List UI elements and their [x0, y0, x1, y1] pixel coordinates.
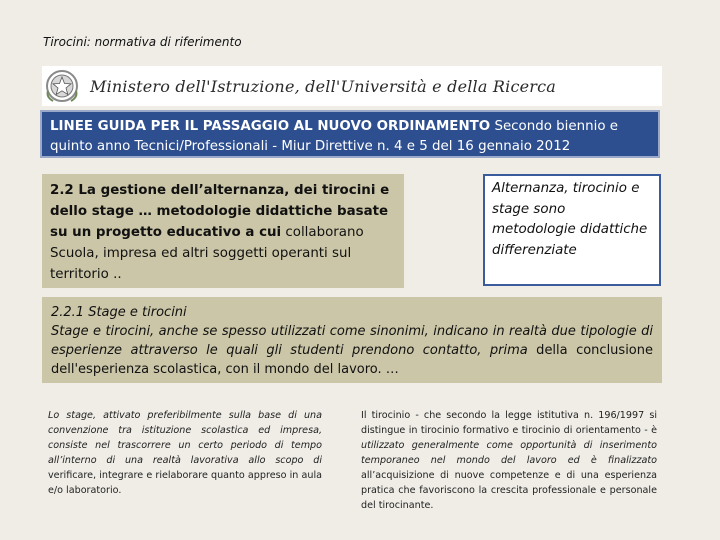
section-2-2-rest: collaborano Scuola, impresa ed altri soggetti operanti sul territorio ..	[50, 225, 364, 282]
ministry-banner	[42, 66, 662, 106]
section-2-2-box	[42, 174, 404, 288]
tirocinio-description-c: all’acquisizione di nuove competenze e di una esperienza pratica che favoriscono la crescita professionale e personale del tirocinante.	[361, 470, 657, 511]
tirocinio-description-a: Il tirocinio - che secondo la legge istitutiva n. 196/1997 si distingue in tirocinio formativo e tirocinio di orientamento - è	[361, 410, 657, 436]
section-2-2-1-heading: 2.2.1 Stage e tirocini	[51, 305, 187, 320]
tirocinio-description-b: utilizzato generalmente come opportunità di inserimento temporaneo nel mondo del lavoro ed è finalizzato	[361, 440, 657, 466]
methodology-callout: Alternanza, tirocinio e stage sono metodologie didattiche differenziate	[483, 174, 661, 286]
stage-description-a: Lo stage, attivato preferibilmente sulla base di una convenzione tra istituzione scolastica ed impresa, consiste nel trascorrere un certo periodo di tempo all’interno di una realtà lavorativa allo scopo di	[48, 410, 322, 466]
section-2-2-1-text-a: Stage e tirocini, anche se spesso utilizzati come sinonimi, indicano in realtà due tipologie di esperienze attraverso le quali gli studenti prendono contatto, prima	[51, 324, 653, 358]
italian-republic-emblem-icon	[42, 66, 82, 106]
section-2-2-bold: 2.2 La gestione dell’alternanza, dei tirocini e dello stage … metodologie didattiche basate su un progetto educativo a cui	[50, 183, 390, 240]
tirocinio-description	[361, 408, 657, 513]
stage-description-b: verificare, integrare e rielaborare quanto appreso in aula e/o laboratorio.	[48, 470, 322, 496]
guidelines-heading-bold: LINEE GUIDA PER IL PASSAGGIO AL NUOVO ORDINAMENTO	[50, 119, 491, 134]
slide-title: Tirocini: normativa di riferimento	[43, 35, 242, 49]
section-2-2-1-box	[42, 297, 662, 383]
ministry-name: Ministero dell'Istruzione, dell'Università e della Ricerca	[90, 76, 557, 96]
guidelines-heading-rest: Secondo biennio e quinto anno Tecnici/Professionali - Miur Direttive n. 4 e 5 del 16 gennaio 2012	[50, 119, 619, 154]
section-2-2-1-text-b: della conclusione dell'esperienza scolastica, con il mondo del lavoro. …	[51, 343, 653, 377]
guidelines-heading	[40, 110, 660, 158]
stage-description	[48, 408, 322, 498]
